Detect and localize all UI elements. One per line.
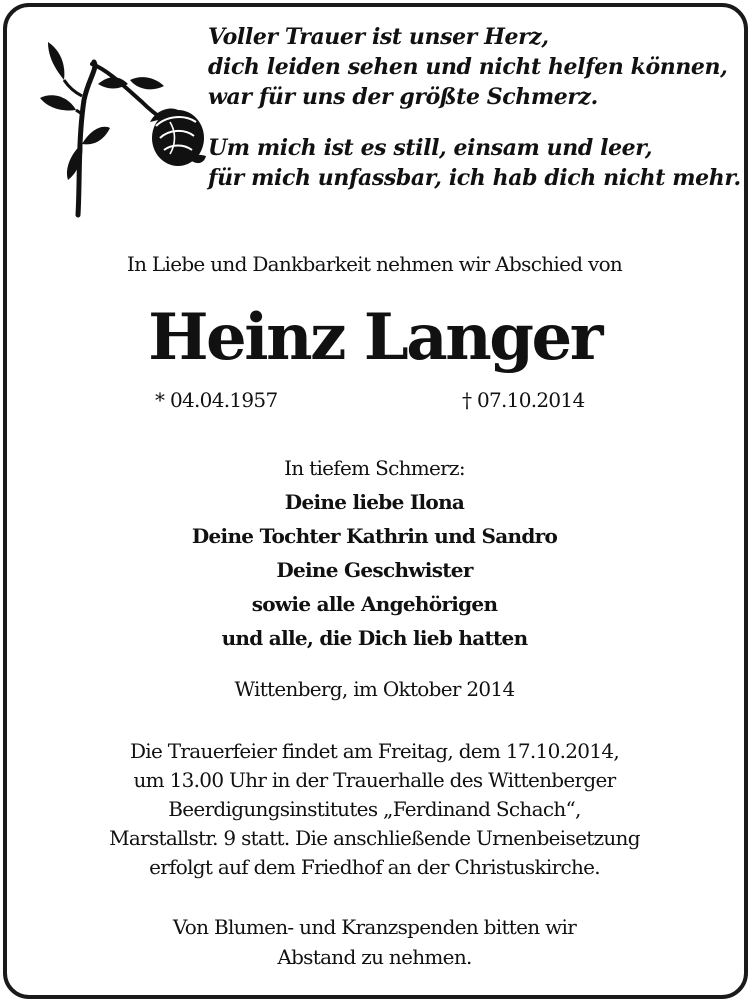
funeral-line: Die Trauerfeier findet am Freitag, dem 17.10.2014, (129, 739, 620, 763)
funeral-line: erfolgt auf dem Friedhof an der Christuskirche. (149, 855, 600, 879)
funeral-line: um 13.00 Uhr in der Trauerhalle des Wittenberger (133, 768, 616, 792)
poem (208, 22, 743, 193)
rose-icon (38, 40, 208, 218)
mourner-line: Deine Geschwister (276, 558, 473, 582)
mourners-list (0, 451, 749, 655)
mourners-heading: In tiefem Schmerz: (284, 456, 465, 480)
flower-request (0, 912, 749, 972)
death-date: † 07.10.2014 (462, 388, 585, 412)
funeral-line: Marstallstr. 9 statt. Die anschließende Urnenbeisetzung (109, 826, 640, 850)
poem-line: war für uns der größte Schmerz. (208, 84, 598, 110)
intro-text: In Liebe und Dankbarkeit nehmen wir Abschied von (126, 252, 623, 276)
place-date: Wittenberg, im Oktober 2014 (234, 677, 515, 701)
deceased-name: Heinz Langer (148, 300, 601, 375)
birth-date: * 04.04.1957 (155, 388, 278, 412)
poem-line: Um mich ist es still, einsam und leer, (208, 135, 653, 161)
poem-line: dich leiden sehen und nicht helfen können, (208, 54, 728, 80)
funeral-line: Beerdigungsinstitutes „Ferdinand Schach“, (168, 797, 581, 821)
poem-line: Voller Trauer ist unser Herz, (208, 24, 549, 50)
mourner-line: sowie alle Angehörigen (251, 592, 498, 616)
poem-line: für mich unfassbar, ich hab dich nicht mehr. (208, 165, 741, 191)
mourner-line: Deine Tochter Kathrin und Sandro (191, 524, 558, 548)
mourner-line: und alle, die Dich lieb hatten (221, 626, 528, 650)
funeral-info (0, 737, 749, 882)
request-line: Abstand zu nehmen. (277, 945, 472, 969)
request-line: Von Blumen- und Kranzspenden bitten wir (172, 915, 577, 939)
mourner-line: Deine liebe Ilona (284, 490, 465, 514)
